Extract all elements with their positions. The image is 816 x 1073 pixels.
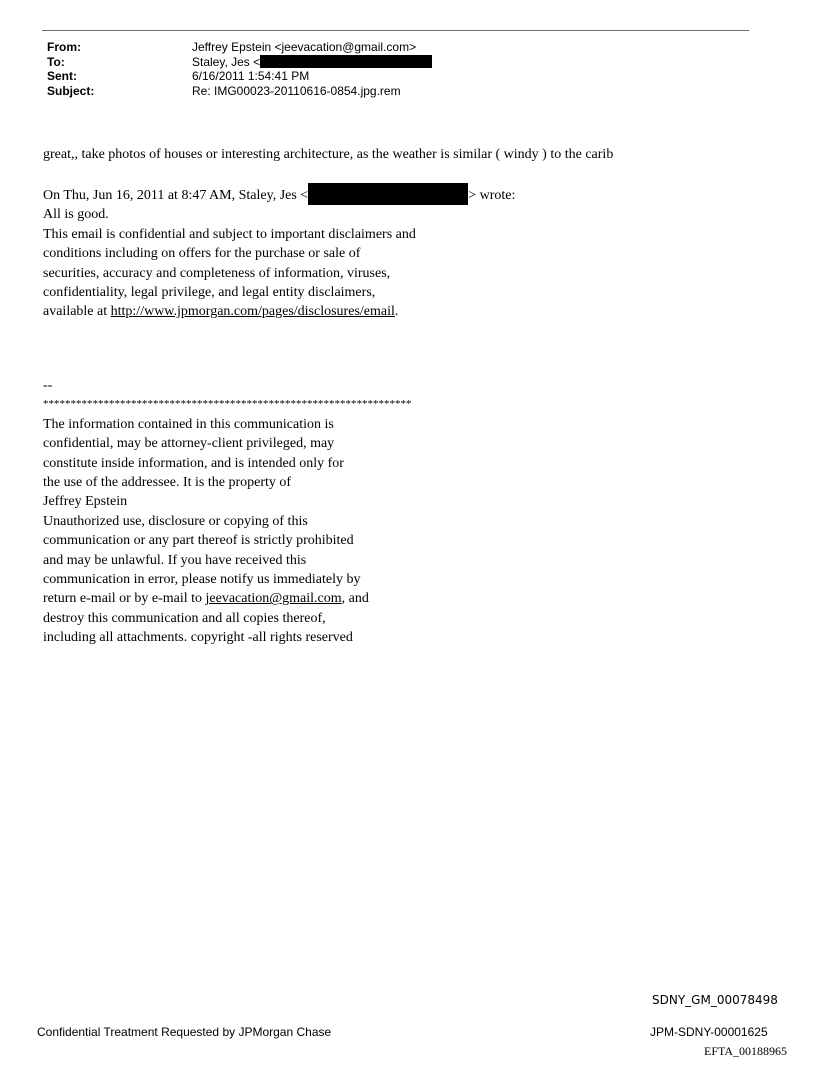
subject-value: Re: IMG00023-20110616-0854.jpg.rem xyxy=(192,83,401,98)
signature-line: including all attachments. copyright -all rights reserved xyxy=(43,630,353,646)
quoted-line: This email is confidential and subject to important disclaimers and xyxy=(43,226,416,242)
confidential-note: Confidential Treatment Requested by JPMorgan Chase xyxy=(37,1025,332,1039)
sent-value: 6/16/2011 1:54:41 PM xyxy=(192,69,310,83)
signature-line: Jeffrey Epstein xyxy=(43,494,128,510)
signature-line: Unauthorized use, disclosure or copying of this xyxy=(43,513,308,529)
redaction-bar-to xyxy=(260,55,432,68)
signature-line: and may be unlawful. If you have received this xyxy=(43,552,307,568)
bates-sdny: SDNY_GM_00078498 xyxy=(652,993,778,1007)
quoted-line: conditions including on offers for the purchase or sale of xyxy=(43,246,361,262)
reply-line: great,, take photos of houses or interesting architecture, as the weather is similar ( windy ) to the carib xyxy=(43,147,614,162)
signature-dashes: -- xyxy=(43,378,53,393)
bates-jpm: JPM-SDNY-00001625 xyxy=(650,1025,768,1039)
signature-line: The information contained in this communication is xyxy=(43,416,334,432)
signature-line: confidential, may be attorney-client privileged, may xyxy=(43,436,335,452)
to-label: To: xyxy=(47,54,65,69)
return-suffix: , and xyxy=(341,591,369,607)
signature-line: constitute inside information, and is intended only for xyxy=(43,455,344,471)
header-divider xyxy=(42,30,749,31)
bates-efta: EFTA_00188965 xyxy=(704,1044,788,1058)
available-line xyxy=(43,302,515,321)
quoted-line: confidentiality, legal privilege, and legal entity disclaimers, xyxy=(43,285,376,301)
quote-suffix: > wrote: xyxy=(468,188,516,203)
signature-line: destroy this communication and all copies thereof, xyxy=(43,610,326,626)
disclosure-link[interactable]: http://www.jpmorgan.com/pages/disclosures/email xyxy=(110,304,395,320)
signature-line: communication in error, please notify us immediately by xyxy=(43,572,361,588)
to-value: Staley, Jes < xyxy=(192,54,261,69)
available-prefix: available at xyxy=(43,304,111,320)
redaction-bar-quote xyxy=(308,183,468,205)
signature-line: communication or any part thereof is strictly prohibited xyxy=(43,533,354,549)
signature-block xyxy=(43,376,412,648)
signature-stars: ******************************************************************* xyxy=(43,398,412,411)
email-link[interactable]: jeevacation@gmail.com xyxy=(205,591,342,607)
subject-label: Subject: xyxy=(47,83,95,98)
sent-label: Sent: xyxy=(47,69,77,83)
signature-line: the use of the addressee. It is the property of xyxy=(43,475,292,491)
quoted-line: All is good. xyxy=(43,207,109,223)
from-label: From: xyxy=(47,40,81,54)
to-value-wrap xyxy=(192,55,432,70)
available-suffix: . xyxy=(394,304,399,320)
quote-prefix: On Thu, Jun 16, 2011 at 8:47 AM, Staley, Jes < xyxy=(43,188,309,203)
return-line xyxy=(43,589,412,608)
from-value: Jeffrey Epstein <jeevacation@gmail.com> xyxy=(192,40,417,54)
reply-text xyxy=(43,145,613,164)
return-prefix: return e-mail or by e-mail to xyxy=(43,591,206,607)
quoted-line: securities, accuracy and completeness of information, viruses, xyxy=(43,265,391,281)
quoted-message xyxy=(43,183,515,322)
quote-attribution xyxy=(43,183,515,205)
